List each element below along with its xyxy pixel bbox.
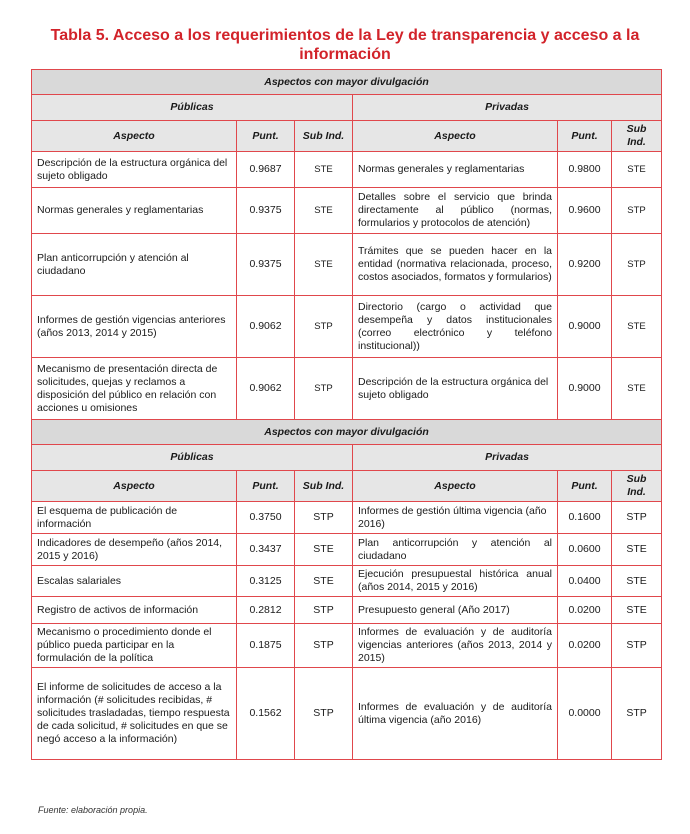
privadas-score-cell: 0.9200 — [558, 234, 612, 296]
privadas-aspect-cell: Descripción de la estructura orgánica del sujeto obligado — [353, 358, 558, 420]
column-header: Punt. — [237, 121, 295, 152]
publicas-subindex-cell: STP — [295, 358, 353, 420]
column-header: Aspecto — [353, 471, 558, 502]
privadas-subindex-cell: STP — [612, 624, 662, 668]
publicas-subindex-cell: STP — [295, 597, 353, 624]
privadas-score-cell: 0.9000 — [558, 358, 612, 420]
publicas-subindex-cell: STP — [295, 668, 353, 760]
group-row — [32, 445, 662, 471]
publicas-aspect-cell: Escalas salariales — [32, 566, 237, 597]
column-header: Sub Ind. — [612, 121, 662, 152]
publicas-score-cell: 0.9375 — [237, 234, 295, 296]
column-header: Punt. — [558, 471, 612, 502]
publicas-score-cell: 0.3750 — [237, 502, 295, 534]
publicas-aspect-cell: Plan anticorrupción y atención al ciudadano — [32, 234, 237, 296]
privadas-score-cell: 0.9600 — [558, 188, 612, 234]
publicas-score-cell: 0.9375 — [237, 188, 295, 234]
column-header: Punt. — [558, 121, 612, 152]
section-heading: Aspectos con mayor divulgación — [32, 70, 662, 95]
table-row — [32, 152, 662, 188]
table-row — [32, 624, 662, 668]
publicas-aspect-cell: Descripción de la estructura orgánica del sujeto obligado — [32, 152, 237, 188]
transparency-table — [31, 69, 662, 760]
privadas-subindex-cell: STE — [612, 358, 662, 420]
privadas-subindex-cell: STE — [612, 296, 662, 358]
privadas-subindex-cell: STP — [612, 668, 662, 760]
column-header: Aspecto — [32, 121, 237, 152]
section-heading-row — [32, 420, 662, 445]
publicas-aspect-cell: Informes de gestión vigencias anteriores (años 2013, 2014 y 2015) — [32, 296, 237, 358]
privadas-subindex-cell: STP — [612, 502, 662, 534]
table-row — [32, 296, 662, 358]
privadas-subindex-cell: STE — [612, 534, 662, 566]
column-header: Punt. — [237, 471, 295, 502]
table-row — [32, 502, 662, 534]
section-heading: Aspectos con mayor divulgación — [32, 420, 662, 445]
privadas-score-cell: 0.0200 — [558, 597, 612, 624]
column-header: Aspecto — [353, 121, 558, 152]
privadas-score-cell: 0.0000 — [558, 668, 612, 760]
privadas-aspect-cell: Normas generales y reglamentarias — [353, 152, 558, 188]
privadas-score-cell: 0.0600 — [558, 534, 612, 566]
publicas-score-cell: 0.1562 — [237, 668, 295, 760]
publicas-aspect-cell: Registro de activos de información — [32, 597, 237, 624]
column-header: Sub Ind. — [295, 121, 353, 152]
table-row — [32, 668, 662, 760]
column-header-row — [32, 121, 662, 152]
publicas-subindex-cell: STP — [295, 502, 353, 534]
column-header: Sub Ind. — [295, 471, 353, 502]
publicas-aspect-cell: Indicadores de desempeño (años 2014, 2015 y 2016) — [32, 534, 237, 566]
group-publicas: Públicas — [32, 95, 353, 121]
publicas-aspect-cell: Mecanismo de presentación directa de solicitudes, quejas y reclamos a disposición del público en relación con acciones u omisiones — [32, 358, 237, 420]
source-note: Fuente: elaboración propia. — [38, 805, 148, 815]
privadas-aspect-cell: Informes de evaluación y de auditoría última vigencia (año 2016) — [353, 668, 558, 760]
privadas-score-cell: 0.9000 — [558, 296, 612, 358]
publicas-score-cell: 0.9687 — [237, 152, 295, 188]
publicas-subindex-cell: STE — [295, 534, 353, 566]
privadas-score-cell: 0.9800 — [558, 152, 612, 188]
privadas-score-cell: 0.0400 — [558, 566, 612, 597]
table-title: Tabla 5. Acceso a los requerimientos de la Ley de transparencia y acceso a la información — [50, 27, 640, 63]
privadas-aspect-cell: Detalles sobre el servicio que brinda directamente al público (normas, formularios y protocolos de atención) — [353, 188, 558, 234]
publicas-subindex-cell: STE — [295, 152, 353, 188]
publicas-aspect-cell: Normas generales y reglamentarias — [32, 188, 237, 234]
publicas-score-cell: 0.9062 — [237, 296, 295, 358]
publicas-score-cell: 0.1875 — [237, 624, 295, 668]
table-row — [32, 234, 662, 296]
privadas-aspect-cell: Presupuesto general (Año 2017) — [353, 597, 558, 624]
column-header: Aspecto — [32, 471, 237, 502]
table-row — [32, 597, 662, 624]
privadas-subindex-cell: STP — [612, 188, 662, 234]
privadas-score-cell: 0.0200 — [558, 624, 612, 668]
privadas-aspect-cell: Informes de evaluación y de auditoría vigencias anteriores (años 2013, 2014 y 2015) — [353, 624, 558, 668]
publicas-score-cell: 0.9062 — [237, 358, 295, 420]
group-privadas: Privadas — [353, 445, 662, 471]
privadas-subindex-cell: STE — [612, 152, 662, 188]
table-row — [32, 566, 662, 597]
group-privadas: Privadas — [353, 95, 662, 121]
privadas-subindex-cell: STE — [612, 597, 662, 624]
publicas-subindex-cell: STE — [295, 188, 353, 234]
privadas-score-cell: 0.1600 — [558, 502, 612, 534]
section-heading-row — [32, 70, 662, 95]
privadas-subindex-cell: STE — [612, 566, 662, 597]
publicas-score-cell: 0.3125 — [237, 566, 295, 597]
group-row — [32, 95, 662, 121]
privadas-aspect-cell: Directorio (cargo o actividad que desempeña y datos institucionales (correo electrónico y teléfono institucional)) — [353, 296, 558, 358]
column-header-row — [32, 471, 662, 502]
privadas-aspect-cell: Plan anticorrupción y atención al ciudadano — [353, 534, 558, 566]
publicas-score-cell: 0.3437 — [237, 534, 295, 566]
publicas-aspect-cell: El informe de solicitudes de acceso a la información (# solicitudes recibidas, # solicitudes trasladadas, tiempo respuesta de cada solicitud, # solicitudes en que se negó acceso a la información) — [32, 668, 237, 760]
publicas-subindex-cell: STE — [295, 566, 353, 597]
privadas-aspect-cell: Trámites que se pueden hacer en la entidad (normativa relacionada, proceso, costos asociados, formatos y formularios) — [353, 234, 558, 296]
publicas-aspect-cell: El esquema de publicación de información — [32, 502, 237, 534]
privadas-subindex-cell: STP — [612, 234, 662, 296]
publicas-score-cell: 0.2812 — [237, 597, 295, 624]
publicas-aspect-cell: Mecanismo o procedimiento donde el público pueda participar en la formulación de la política — [32, 624, 237, 668]
publicas-subindex-cell: STP — [295, 624, 353, 668]
table-row — [32, 534, 662, 566]
group-publicas: Públicas — [32, 445, 353, 471]
column-header: Sub Ind. — [612, 471, 662, 502]
privadas-aspect-cell: Ejecución presupuestal histórica anual (años 2014, 2015 y 2016) — [353, 566, 558, 597]
publicas-subindex-cell: STP — [295, 296, 353, 358]
table-row — [32, 188, 662, 234]
publicas-subindex-cell: STE — [295, 234, 353, 296]
table-row — [32, 358, 662, 420]
privadas-aspect-cell: Informes de gestión última vigencia (año 2016) — [353, 502, 558, 534]
